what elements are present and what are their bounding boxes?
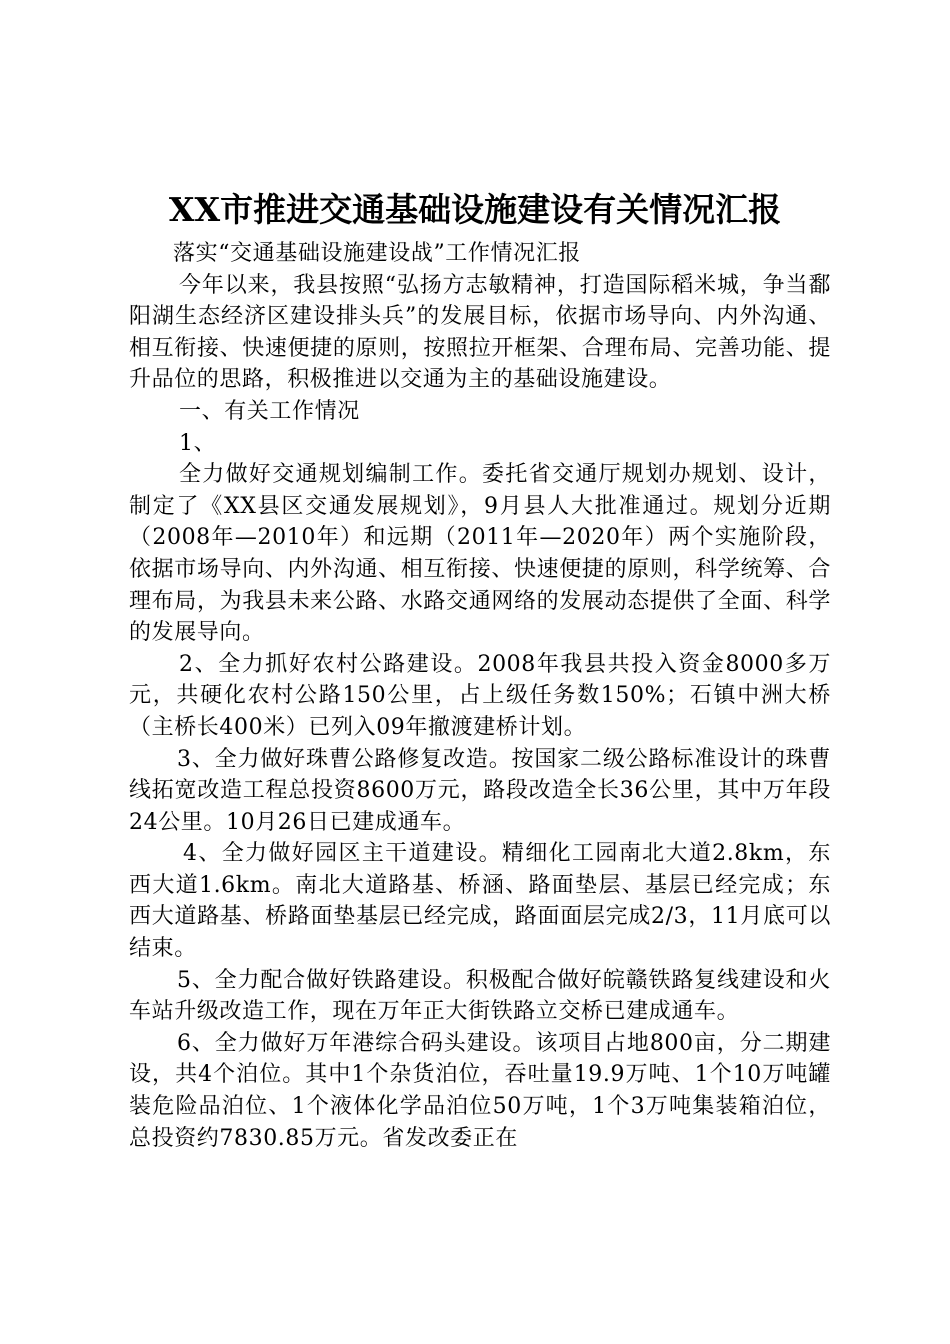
intro-paragraph: 今年以来，我县按照“弘扬方志敏精神，打造国际稻米城，争当鄱阳湖生态经济区建设排头兵”的发展目标，依据市场导向、内外沟通、相互衔接、快速便捷的原则，按照拉开框架、合理布局、完善功能、提升品位的思路，积极推进以交通为主的基础设施建设。 [129,272,831,393]
item-4-paragraph: 4、全力做好园区主干道建设。精细化工园南北大道2.8km，东西大道1.6km。南北大道路基、桥涵、路面垫层、基层已经完成；东西大道路基、桥路面垫基层已经完成，路面面层完成2/3，11月底可以结束。 [129,841,831,962]
document-title: XX市推进交通基础设施建设有关情况汇报 [168,190,782,229]
item-5-paragraph: 5、全力配合做好铁路建设。积极配合做好皖赣铁路复线建设和火车站升级改造工作，现在万年正大街铁路立交桥已建成通车。 [129,967,831,1025]
item-6-paragraph: 6、全力做好万年港综合码头建设。该项目占地800亩，分二期建设，共4个泊位。其中1个杂货泊位，吞吐量19.9万吨、1个10万吨罐装危险品泊位、1个液体化学品泊位50万吨，1个3万吨集装箱泊位，总投资约7830.85万元。省发改委正在 [129,1030,831,1151]
subtitle-paragraph: 落实“交通基础设施建设战”工作情况汇报 [173,241,581,266]
document-page [129,182,831,1154]
item-3-paragraph: 3、全力做好珠曹公路修复改造。按国家二级公路标准设计的珠曹线拓宽改造工程总投资8600万元，路段改造全长36公里，其中万年段24公里。10月26日已建成通车。 [129,746,831,835]
section-heading: 一、有关工作情况 [179,398,360,424]
item-1-paragraph: 全力做好交通规划编制工作。委托省交通厅规划办规划、设计，制定了《XX县区交通发展规划》，9月县人大批准通过。规划分近期（2008年—2010年）和远期（2011年—2020年）两个实施阶段，依据市场导向、内外沟通、相互衔接、快速便捷的原则，科学统筹、合理布局，为我县未来公路、水路交通网络的发展动态提供了全面、科学的发展导向。 [129,462,831,646]
item-2-paragraph: 2、全力抓好农村公路建设。2008年我县共投入资金8000多万元，共硬化农村公路150公里，占上级任务数150%；石镇中洲大桥（主桥长400米）已列入09年撤渡建桥计划。 [129,651,831,740]
item-number: 1、 [179,430,217,456]
